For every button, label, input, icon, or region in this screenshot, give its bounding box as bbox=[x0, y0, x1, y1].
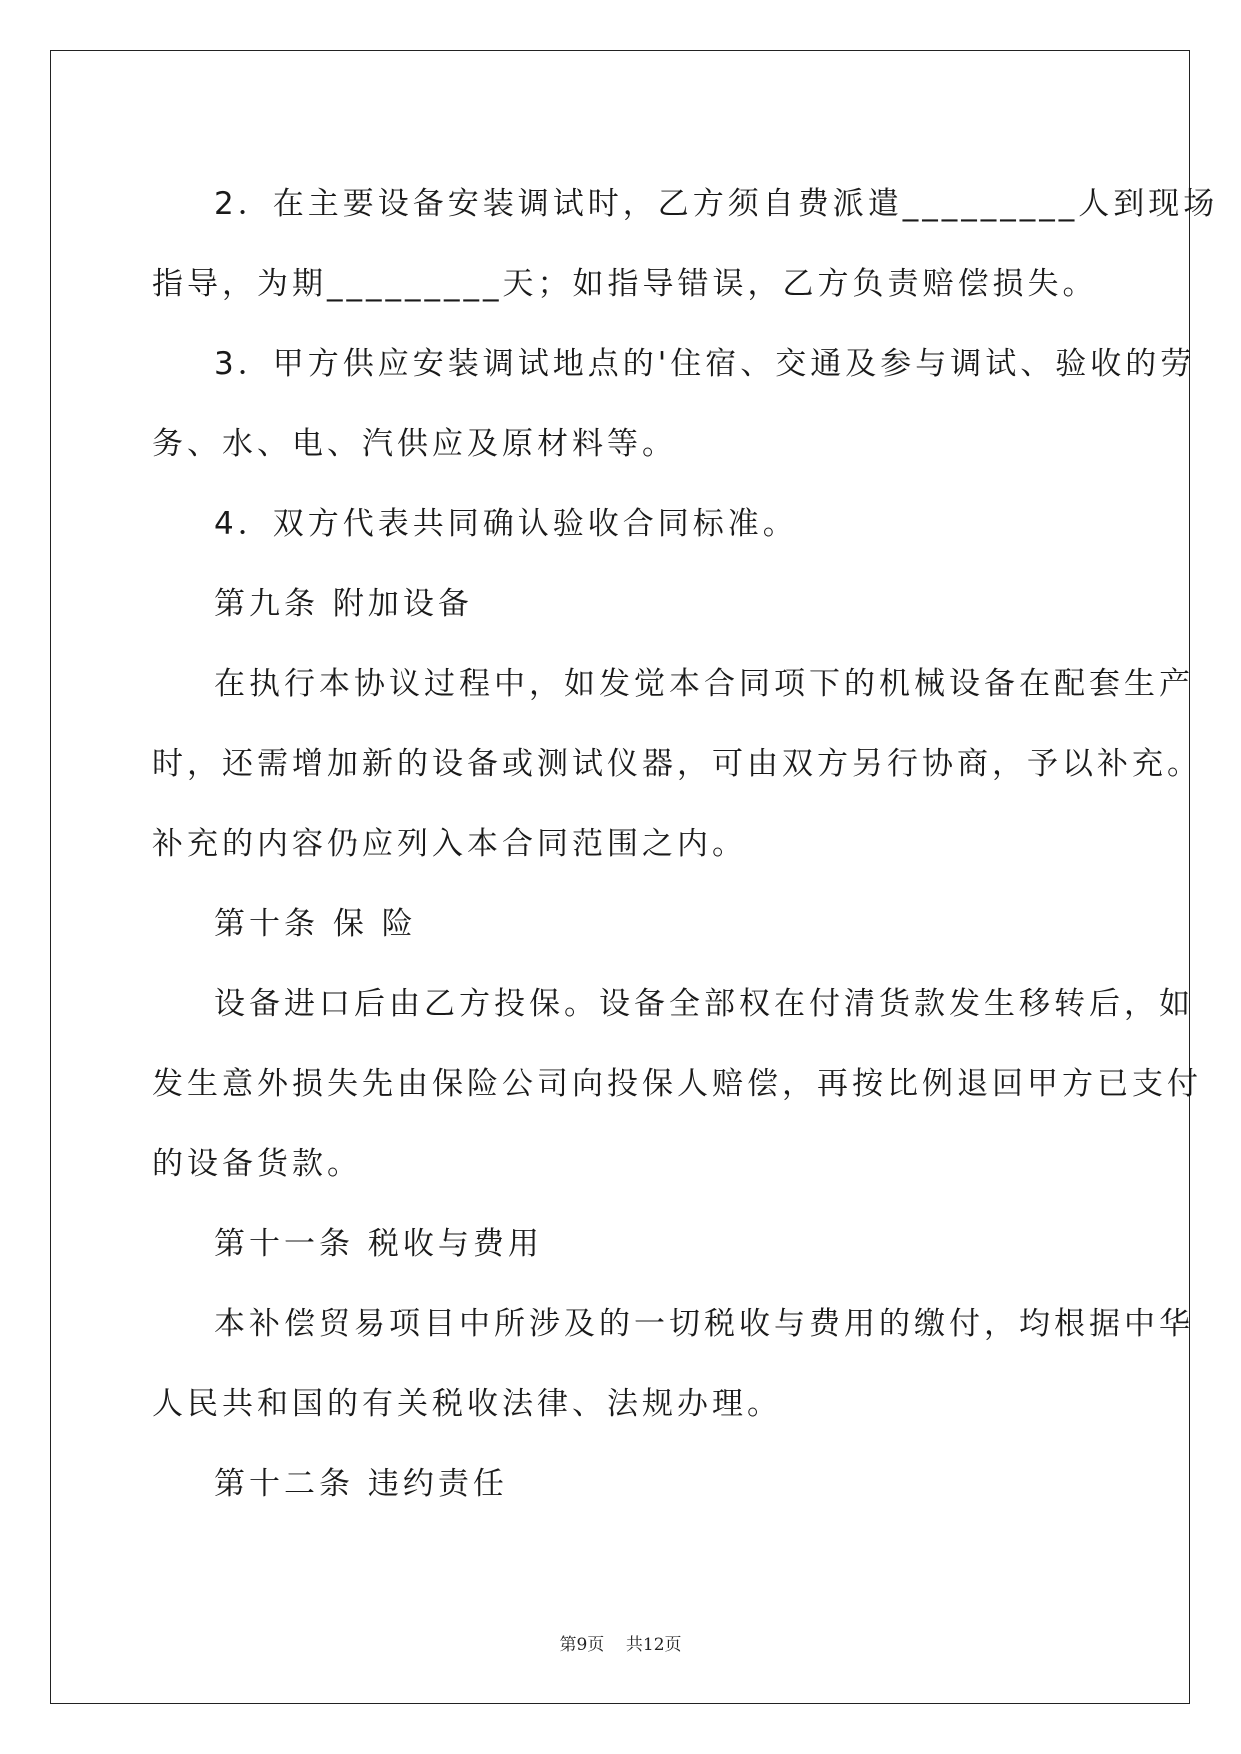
page-footer bbox=[0, 1630, 1241, 1655]
text-line: 指导，为期_________天；如指导错误，乙方负责赔偿损失。 bbox=[152, 266, 1098, 302]
text-line: 2．在主要设备安装调试时，乙方须自费派遣_________人到现场 bbox=[214, 186, 1219, 222]
text-line: 第十条 保 险 bbox=[214, 906, 417, 942]
text-line: 3．甲方供应安装调试地点的'住宿、交通及参与调试、验收的劳 bbox=[214, 346, 1196, 382]
text-line: 第十一条 税收与费用 bbox=[214, 1226, 543, 1262]
section-heading bbox=[152, 1204, 1089, 1284]
text-line: 人民共和国的有关税收法律、法规办理。 bbox=[152, 1386, 782, 1422]
paragraph bbox=[152, 484, 1089, 564]
text-line: 第十二条 违约责任 bbox=[214, 1466, 508, 1502]
paragraph bbox=[152, 644, 1202, 884]
paragraph bbox=[152, 964, 1202, 1204]
paragraph bbox=[152, 164, 1219, 324]
document-body bbox=[152, 164, 1219, 1524]
text-line: 补充的内容仍应列入本合同范围之内。 bbox=[152, 826, 747, 862]
text-line: 4．双方代表共同确认验收合同标准。 bbox=[214, 506, 798, 542]
text-line: 第九条 附加设备 bbox=[214, 586, 473, 622]
section-heading bbox=[152, 1444, 1089, 1524]
text-line: 发生意外损失先由保险公司向投保人赔偿，再按比例退回甲方已支付 bbox=[152, 1066, 1202, 1102]
text-line: 在执行本协议过程中，如发觉本合同项下的机械设备在配套生产 bbox=[214, 666, 1194, 702]
section-heading bbox=[152, 564, 1089, 644]
text-line: 的设备货款。 bbox=[152, 1146, 362, 1182]
page-number: 第9页 bbox=[559, 1635, 605, 1655]
section-heading bbox=[152, 884, 1089, 964]
text-line: 务、水、电、汽供应及原材料等。 bbox=[152, 426, 677, 462]
paragraph bbox=[152, 324, 1196, 484]
text-line: 本补偿贸易项目中所涉及的一切税收与费用的缴付，均根据中华 bbox=[214, 1306, 1194, 1342]
text-line: 设备进口后由乙方投保。设备全部权在付清货款发生移转后，如 bbox=[214, 986, 1194, 1022]
page-total: 共12页 bbox=[625, 1635, 682, 1655]
paragraph bbox=[152, 1284, 1194, 1444]
text-line: 时，还需增加新的设备或测试仪器，可由双方另行协商，予以补充。 bbox=[152, 746, 1202, 782]
